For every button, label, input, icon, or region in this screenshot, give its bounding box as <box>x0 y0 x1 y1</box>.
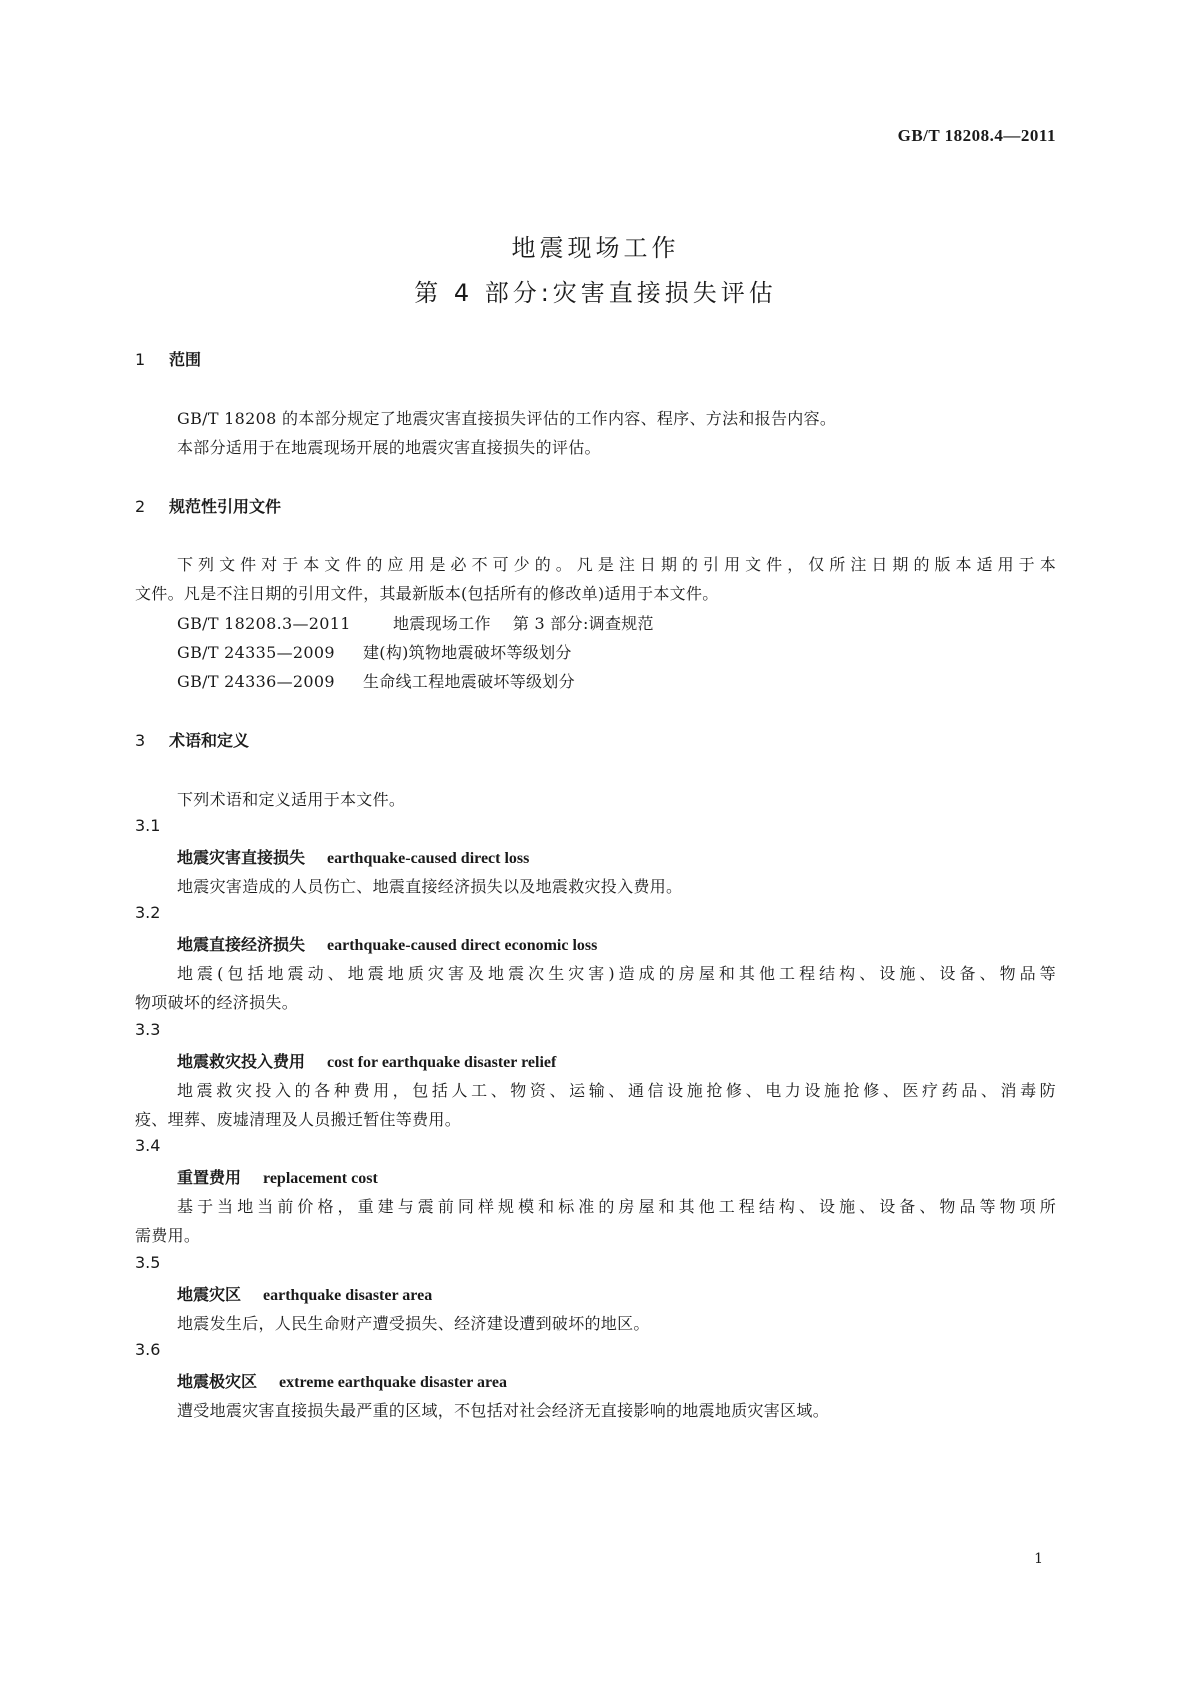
term-chinese: 地震极灾区 <box>177 1372 258 1391</box>
reference-item <box>177 640 572 663</box>
term-definition: 遭受地震灾害直接损失最严重的区域，不包括对社会经济无直接影响的地震地质灾害区域。 <box>177 1401 830 1420</box>
reference-item <box>177 611 654 634</box>
term-definition-continued: 需费用。 <box>135 1226 201 1245</box>
term-number: 3.1 <box>135 816 161 835</box>
section-heading-terms-and-definitions <box>135 728 249 751</box>
paragraph: GB/T 18208 的本部分规定了地震灾害直接损失评估的工作内容、程序、方法和报告内容。 <box>177 409 837 428</box>
term-definition-continued: 物项破坏的经济损失。 <box>135 993 299 1012</box>
reference-title: 地震现场工作 <box>393 614 491 633</box>
term-definition: 地震救灾投入的各种费用，包括人工、物资、运输、通信设施抢修、电力设施抢修、医疗药品、消毒防 <box>177 1081 1056 1100</box>
term-heading <box>177 1165 378 1188</box>
term-number: 3.6 <box>135 1340 161 1359</box>
reference-title: 生命线工程地震破坏等级划分 <box>363 672 575 691</box>
section-title: 术语和定义 <box>169 731 250 750</box>
paragraph: 下列术语和定义适用于本文件。 <box>177 790 406 809</box>
term-english: extreme earthquake disaster area <box>279 1374 507 1391</box>
term-heading <box>177 1369 507 1392</box>
paragraph: 下列文件对于本文件的应用是必不可少的。凡是注日期的引用文件，仅所注日期的版本适用于本 <box>177 555 1056 574</box>
term-number: 3.5 <box>135 1253 161 1272</box>
term-english: cost for earthquake disaster relief <box>327 1054 557 1071</box>
term-english: earthquake disaster area <box>263 1287 433 1304</box>
reference-code: GB/T 18208.3—2011 <box>177 614 351 633</box>
reference-item <box>177 669 575 692</box>
term-chinese: 地震救灾投入费用 <box>177 1052 306 1071</box>
term-definition: 地震灾害造成的人员伤亡、地震直接经济损失以及地震救灾投入费用。 <box>177 877 683 896</box>
term-heading <box>177 1049 556 1072</box>
document-title: 地震现场工作 <box>511 234 680 262</box>
term-english: earthquake-caused direct economic loss <box>327 937 598 954</box>
term-number: 3.2 <box>135 903 161 922</box>
term-english: replacement cost <box>263 1170 378 1187</box>
section-number: 3 <box>135 731 146 750</box>
page-number: 1 <box>1034 1551 1043 1567</box>
standard-number: GB/T 18208.4—2011 <box>897 126 1056 145</box>
section-number: 1 <box>135 350 146 369</box>
term-chinese: 重置费用 <box>177 1168 242 1187</box>
term-heading <box>177 932 597 955</box>
paragraph: 本部分适用于在地震现场开展的地震灾害直接损失的评估。 <box>177 438 601 457</box>
section-title: 规范性引用文件 <box>169 497 282 516</box>
term-heading <box>177 845 529 868</box>
reference-subtitle: 第 3 部分:调查规范 <box>512 614 654 633</box>
term-heading <box>177 1282 432 1305</box>
reference-code: GB/T 24336—2009 <box>177 672 335 691</box>
term-chinese: 地震直接经济损失 <box>177 935 306 954</box>
reference-title: 建(构)筑物地震破坏等级划分 <box>363 643 572 662</box>
term-number: 3.4 <box>135 1136 161 1155</box>
term-chinese: 地震灾区 <box>177 1285 242 1304</box>
term-number: 3.3 <box>135 1020 161 1039</box>
section-title: 范围 <box>169 350 202 369</box>
paragraph: 文件。凡是不注日期的引用文件，其最新版本(包括所有的修改单)适用于本文件。 <box>135 584 719 603</box>
section-heading-scope <box>135 347 201 370</box>
term-definition-continued: 疫、埋葬、废墟清理及人员搬迁暂住等费用。 <box>135 1110 462 1129</box>
term-english: earthquake-caused direct loss <box>327 850 530 867</box>
term-definition: 地震(包括地震动、地震地质灾害及地震次生灾害)造成的房屋和其他工程结构、设施、设备、物品等 <box>177 964 1056 983</box>
term-chinese: 地震灾害直接损失 <box>177 848 306 867</box>
reference-code: GB/T 24335—2009 <box>177 643 335 662</box>
document-subtitle: 第 4 部分:灾害直接损失评估 <box>414 279 777 307</box>
term-definition: 地震发生后，人民生命财产遭受损失、经济建设遭到破坏的地区。 <box>177 1314 650 1333</box>
term-definition: 基于当地当前价格，重建与震前同样规模和标准的房屋和其他工程结构、设施、设备、物品等物项所 <box>177 1197 1056 1216</box>
section-number: 2 <box>135 497 146 516</box>
section-heading-normative-references <box>135 494 281 517</box>
